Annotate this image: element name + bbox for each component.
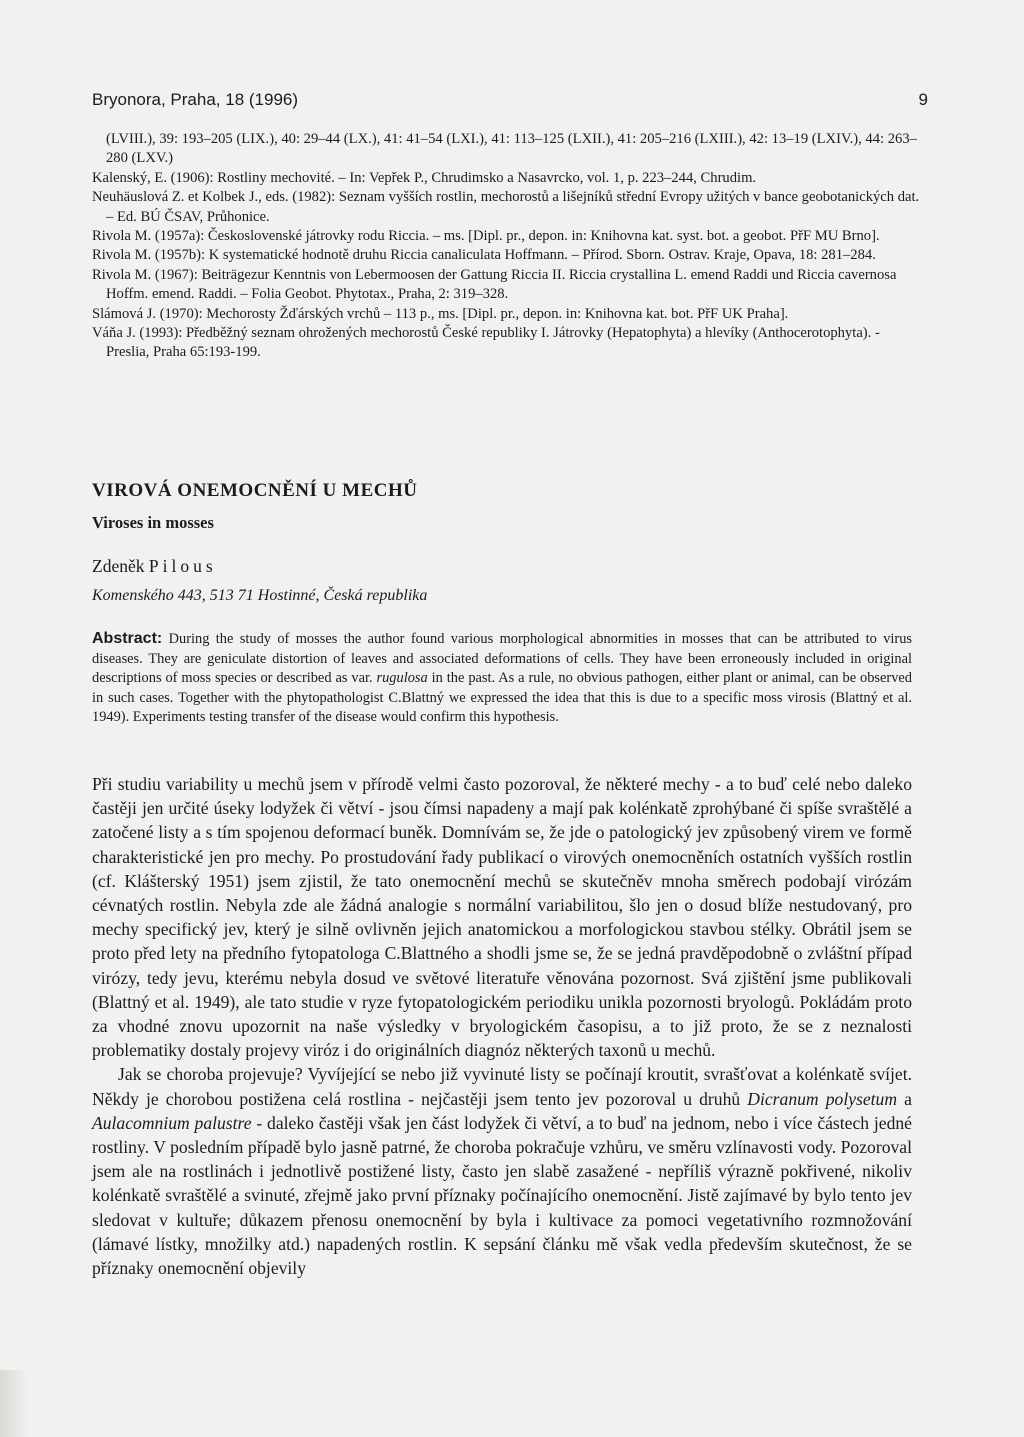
abstract: [92, 629, 912, 728]
reference-item: (LVIII.), 39: 193–205 (LIX.), 40: 29–44 (LX.), 41: 41–54 (LXI.), 41: 113–125 (LXII.), 41: 205–216 (LXIII.), 42: 13–19 (LXIV.), 44: 263–280 (LXV.): [106, 131, 917, 167]
running-header: [92, 90, 928, 110]
journal-title: Bryonora, Praha, 18 (1996): [92, 90, 299, 109]
author-last-name: Pilous: [148, 556, 217, 576]
abstract-text: During the study of mosses the author found various morphological abnormities in mosses that can be attributed to virus diseases. They are geniculate distortion of leaves and associated deformations of cells. They have been erroneously included in original descriptions of moss species or described as var.: [92, 631, 912, 687]
reference-list: [92, 130, 922, 363]
article-body: [92, 772, 912, 1280]
reference-item: Rivola M. (1957b): K systematické hodnotě druhu Riccia canaliculata Hoffmann. – Přírod. Sborn. Ostrav. Kraje, Opava, 18: 281–284.: [92, 247, 876, 264]
author-first-name: Zdeněk: [92, 556, 145, 576]
paragraph-text: - daleko častěji však jen část lodyžek či větví, a to buď na jednom, nebo i více částech jedné rostliny. V posledním případě bylo jasně patrné, že choroba pokračuje vzhůru, ve směru vzlínavosti vody. Pozoroval jsem ale na rostlinách i jednotlivě postižené listy, často jen slabě zasažené - nepříliš výrazně pokřivené, nikoliv kolénkatě svraštělé a svinuté, zřejmě jako první příznaky počínajícího onemocnění. Jistě zajímavé by bylo tento jev sledovat v kultuře; důkazem přenosu onemocnění by byla i kultivace za pomoci vegetativního rozmnožování (lámavé lístky, množilky atd.) napadených rostlin. K sepsání článku mě však vedla především skutečnost, že se příznaky onemocnění objevily: [92, 1112, 912, 1279]
conjunction: a: [904, 1088, 912, 1109]
reference-item: Neuhäuslová Z. et Kolbek J., eds. (1982): Seznam vyšších rostlin, mechorostů a lišejníků střední Evropy užitých v bance geobotanických dat. – Ed. BÚ ČSAV, Průhonice.: [92, 189, 920, 225]
author-address: Komenského 443, 513 71 Hostinné, Česká republika: [92, 587, 428, 604]
page-number: 9: [918, 90, 928, 109]
body-paragraph-1: Při studiu variability u mechů jsem v přírodě velmi často pozoroval, že některé mechy - a to buď celé nebo daleko častěji jen určité úseky lodyžek či větví - jsou čímsi napadeny a mají pak kolénkatě zprohýbané či spíše svraštělé a zatočené listy a s tím spojenou deformací buněk. Domnívám se, že jde o patologický jev způsobený virem ve formě charakteristické jen pro mechy. Po prostudování řady publikací o virových onemocněních ostatních vyšších rostlin (cf. Klášterský 1951) jsem zjistil, že tato onemocnění mechů se skutečněv mnoha směrech podobají virózám cévnatých rostlin. Nebyla zde ale žádná analogie s normální variabilitou, šlo jen o dosud blíže nestudovaný, pro mechy specifický jev, který je silně ovlivněn jejich anatomickou a morfologickou stavbou stélky. Obrátil jsem se proto před lety na předního fytopatologa C.Blattného a shodli jsme se, že se jedná pravděpodobně o zvláštní případ virózy, tedy jevu, kterému nebyla dosud ve světové literatuře věnována pozornost. Svá zjištění jsme publikovali (Blattný et al. 1949), ale tato studie v ryze fytopatologickém periodiku unikla pozornosti bryologů. Pokládám proto za vhodné znovu upozornit na naše výsledky v bryologickém časopisu, a to již proto, že se z neznalosti problematiky dostaly projevy viróz i do originálních diagnóz některých taxonů u mechů.: [92, 774, 912, 1061]
species-name: Aulacomnium palustre: [92, 1112, 252, 1133]
abstract-text-end: in the past. As a rule, no obvious pathogen, either plant or animal, can be observed in such cases. Together with the phytopathologist C.Blattný we expressed the idea that this is due to a specific moss virosis (Blattný et al. 1949). Experiments testing transfer of the disease would confirm this hypothesis.: [92, 670, 912, 726]
author-name: [92, 556, 217, 577]
paragraph-text: Jak se choroba projevuje? Vyvíjející se nebo již vyvinuté listy se počínají kroutit, svrašťovat a kolénkatě svíjet. Někdy je chorobou postižena celá rostlina - nejčastěji jsem tento jev pozoroval u druhů: [92, 1064, 912, 1109]
reference-item: Slámová J. (1970): Mechorosty Žďárských vrchů – 113 p., ms. [Dipl. pr., depon. in: Knihovna kat. bot. PřF UK Praha].: [92, 305, 789, 322]
article-title-english: Viroses in mosses: [92, 513, 214, 532]
article-title-czech: VIROVÁ ONEMOCNĚNÍ U MECHŮ: [92, 480, 418, 501]
reference-item: Váňa J. (1993): Předběžný seznam ohrožených mechorostů České republiky I. Játrovky (Hepatophyta) a hlevíky (Anthocerotophyta). - Preslia, Praha 65:193-199.: [92, 325, 880, 361]
reference-item: Kalenský, E. (1906): Rostliny mechovité. – In: Vepřek P., Chrudimsko a Nasavrcko, vol. 1, p. 223–244, Chrudim.: [92, 169, 757, 186]
abstract-italic-term: rugulosa: [376, 670, 428, 687]
body-paragraph-2: [92, 1062, 912, 1280]
reference-item: Rivola M. (1957a): Československé játrovky rodu Riccia. – ms. [Dipl. pr., depon. in: Knihovna kat. syst. bot. a geobot. PřF MU Brno].: [92, 228, 880, 245]
abstract-label: Abstract:: [92, 630, 163, 647]
reference-item: Rivola M. (1967): Beiträgezur Kenntnis von Lebermoosen der Gattung Riccia II. Riccia crystallina L. emend Raddi und Riccia cavernosa Hoffm. emend. Raddi. – Folia Geobot. Phytotax., Praha, 2: 319–328.: [92, 266, 897, 303]
species-name: Dicranum polysetum: [747, 1088, 898, 1109]
scan-edge-shadow: [0, 1370, 28, 1437]
